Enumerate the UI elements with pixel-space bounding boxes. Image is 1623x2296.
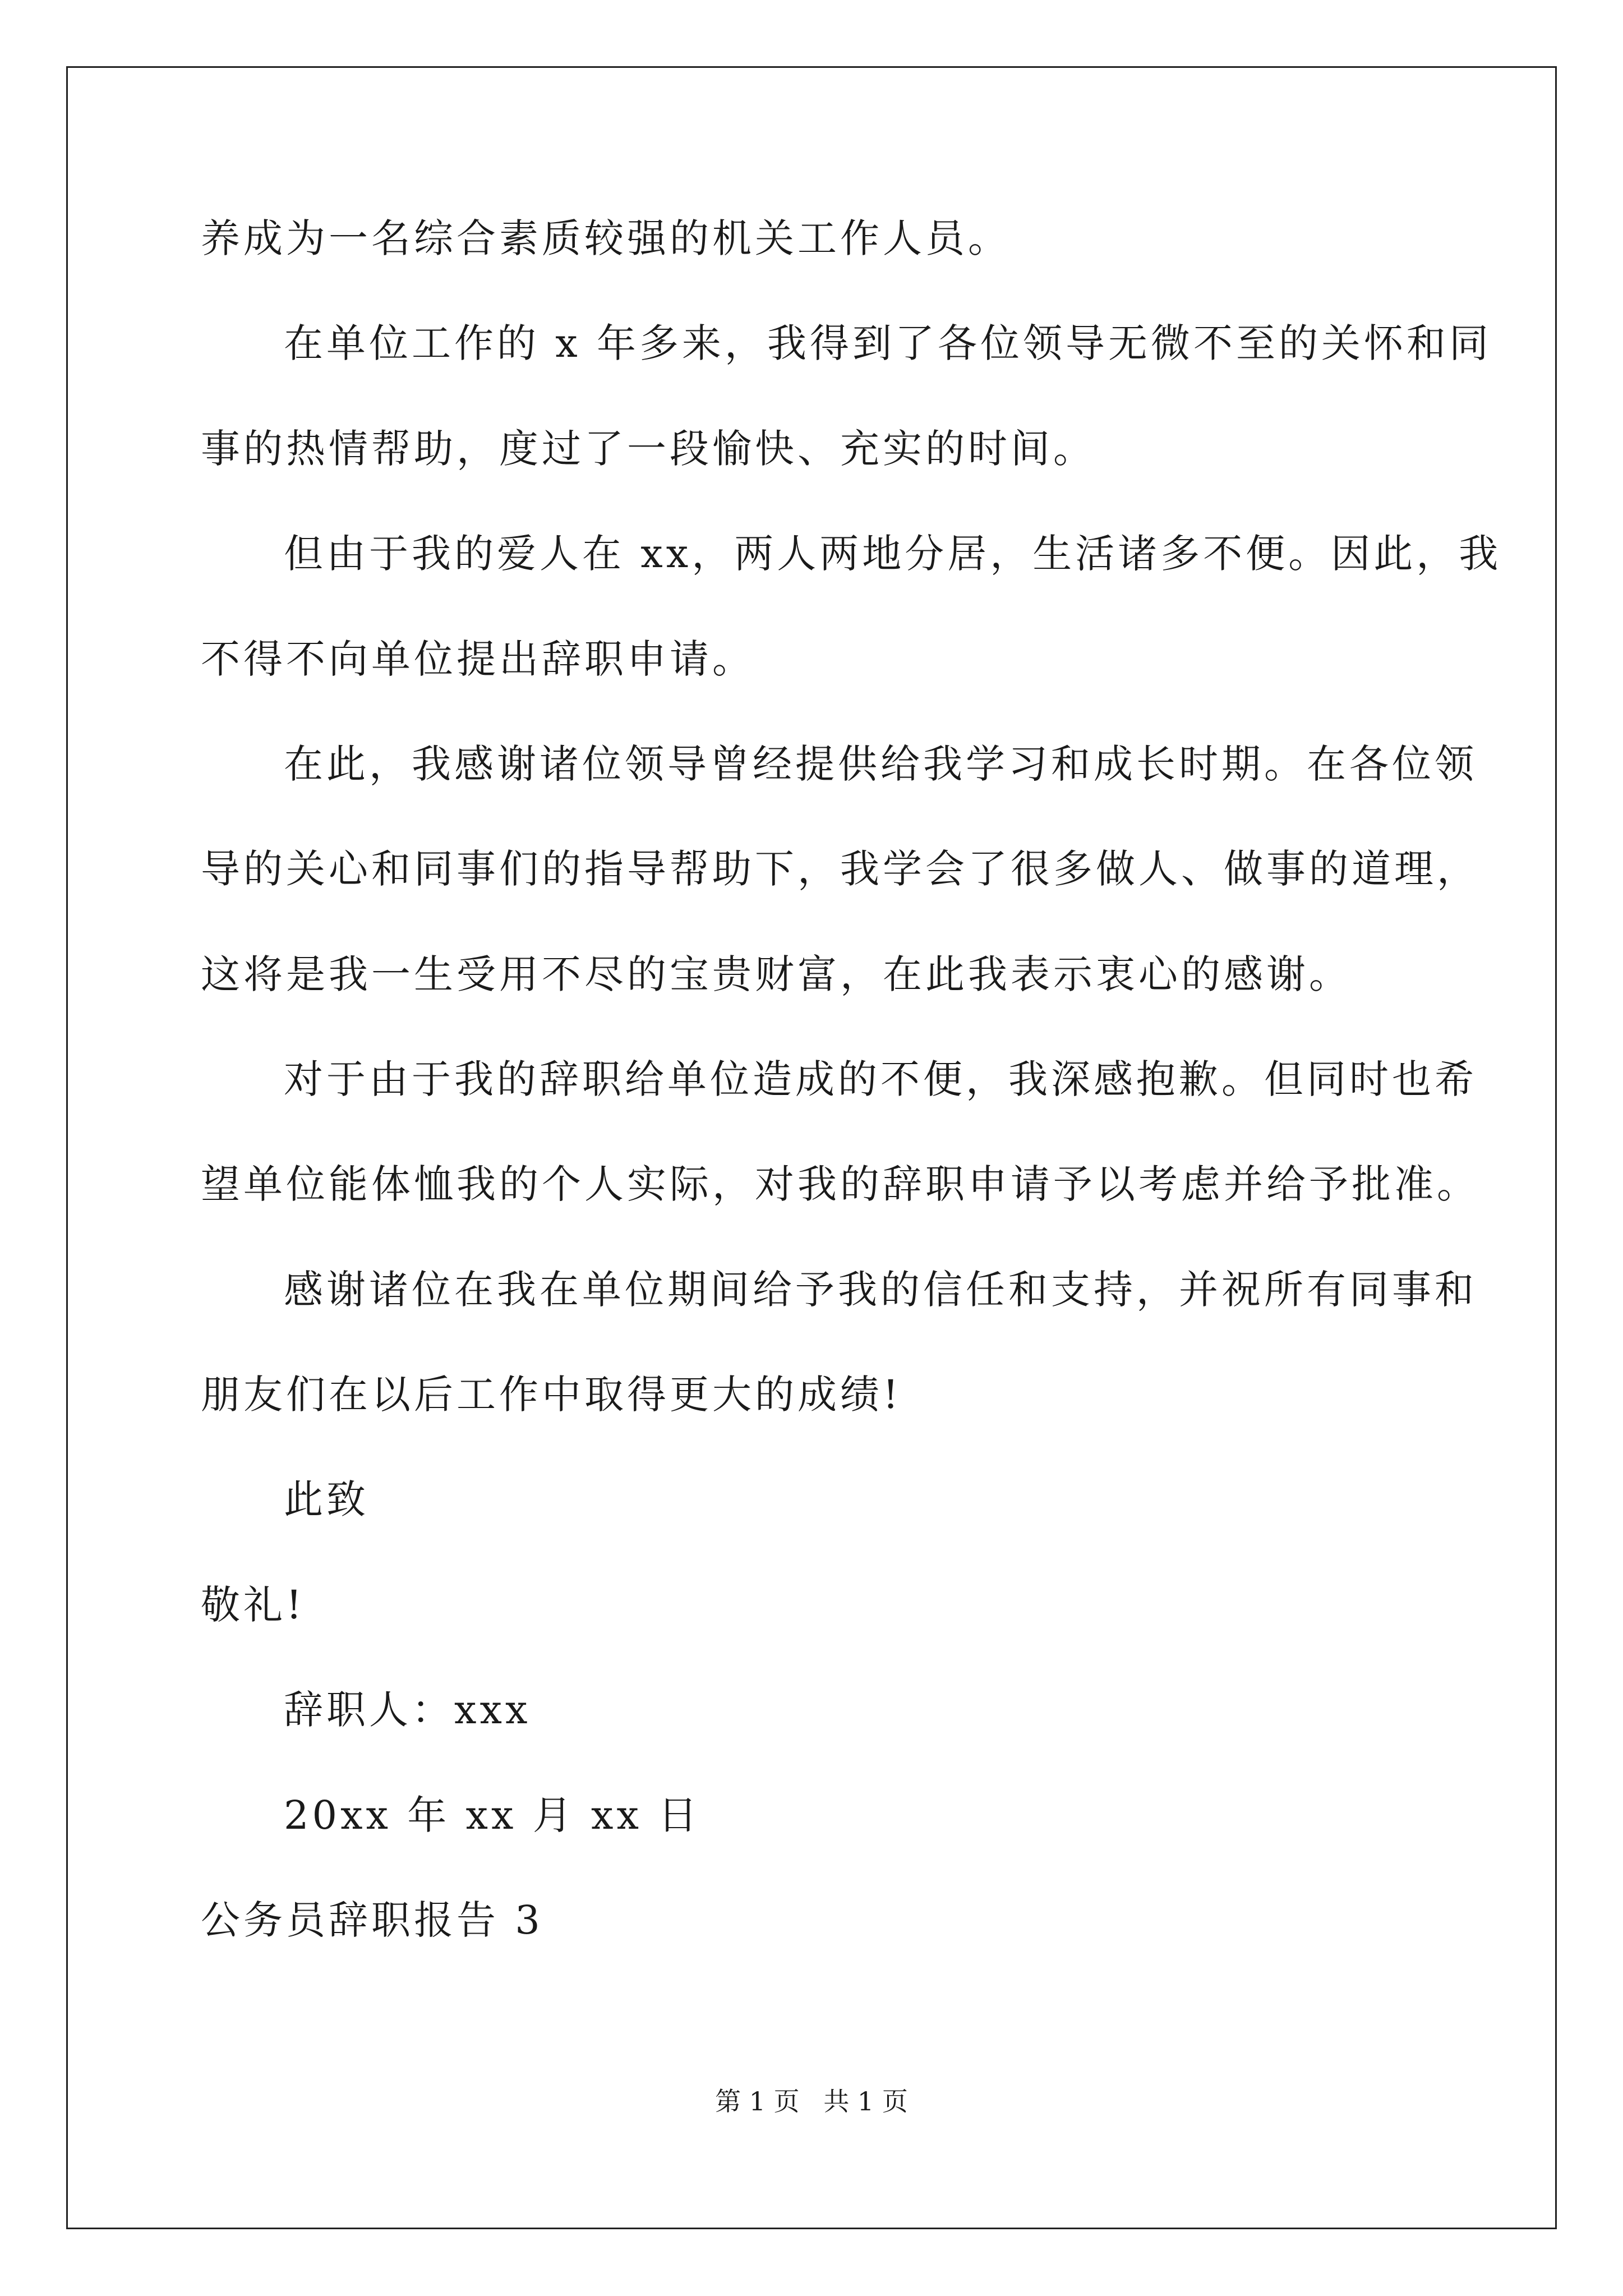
text-line: 望单位能体恤我的个人实际，对我的辞职申请予以考虑并给予批准。 (201, 1161, 1479, 1207)
text-line: 在此，我感谢诸位领导曾经提供给我学习和成长时期。在各位领 (284, 741, 1477, 787)
closing-salutation: 此致 (284, 1476, 369, 1522)
text-line: 导的关心和同事们的指导帮助下，我学会了很多做人、做事的道理， (201, 846, 1479, 892)
text-line: 这将是我一生受用不尽的宝贵财富，在此我表示衷心的感谢。 (201, 951, 1352, 997)
text-line: 在单位工作的 x 年多来，我得到了各位领导无微不至的关怀和同 (284, 320, 1492, 366)
page-number: 第 1 页 (715, 2086, 800, 2116)
text-line: 养成为一名综合素质较强的机关工作人员。 (201, 215, 1011, 261)
text-line: 事的热情帮助，度过了一段愉快、充实的时间。 (201, 426, 1096, 472)
date-line: 20xx 年 xx 月 xx 日 (284, 1792, 701, 1838)
text-line: 但由于我的爱人在 xx，两人两地分居，生活诸多不便。因此，我 (284, 531, 1502, 577)
page-total: 共 1 页 (823, 2086, 908, 2116)
page-footer (0, 2085, 1623, 2118)
text-line: 不得不向单位提出辞职申请。 (201, 636, 755, 682)
text-line: 对于由于我的辞职给单位造成的不便，我深感抱歉。但同时也希 (284, 1056, 1477, 1102)
text-line: 朋友们在以后工作中取得更大的成绩! (201, 1372, 902, 1418)
signature-line: 辞职人：xxx (284, 1687, 531, 1733)
closing-respect: 敬礼! (201, 1582, 306, 1628)
text-line: 感谢诸位在我在单位期间给予我的信任和支持，并祝所有同事和 (284, 1267, 1477, 1313)
section-heading: 公务员辞职报告 3 (201, 1897, 543, 1943)
